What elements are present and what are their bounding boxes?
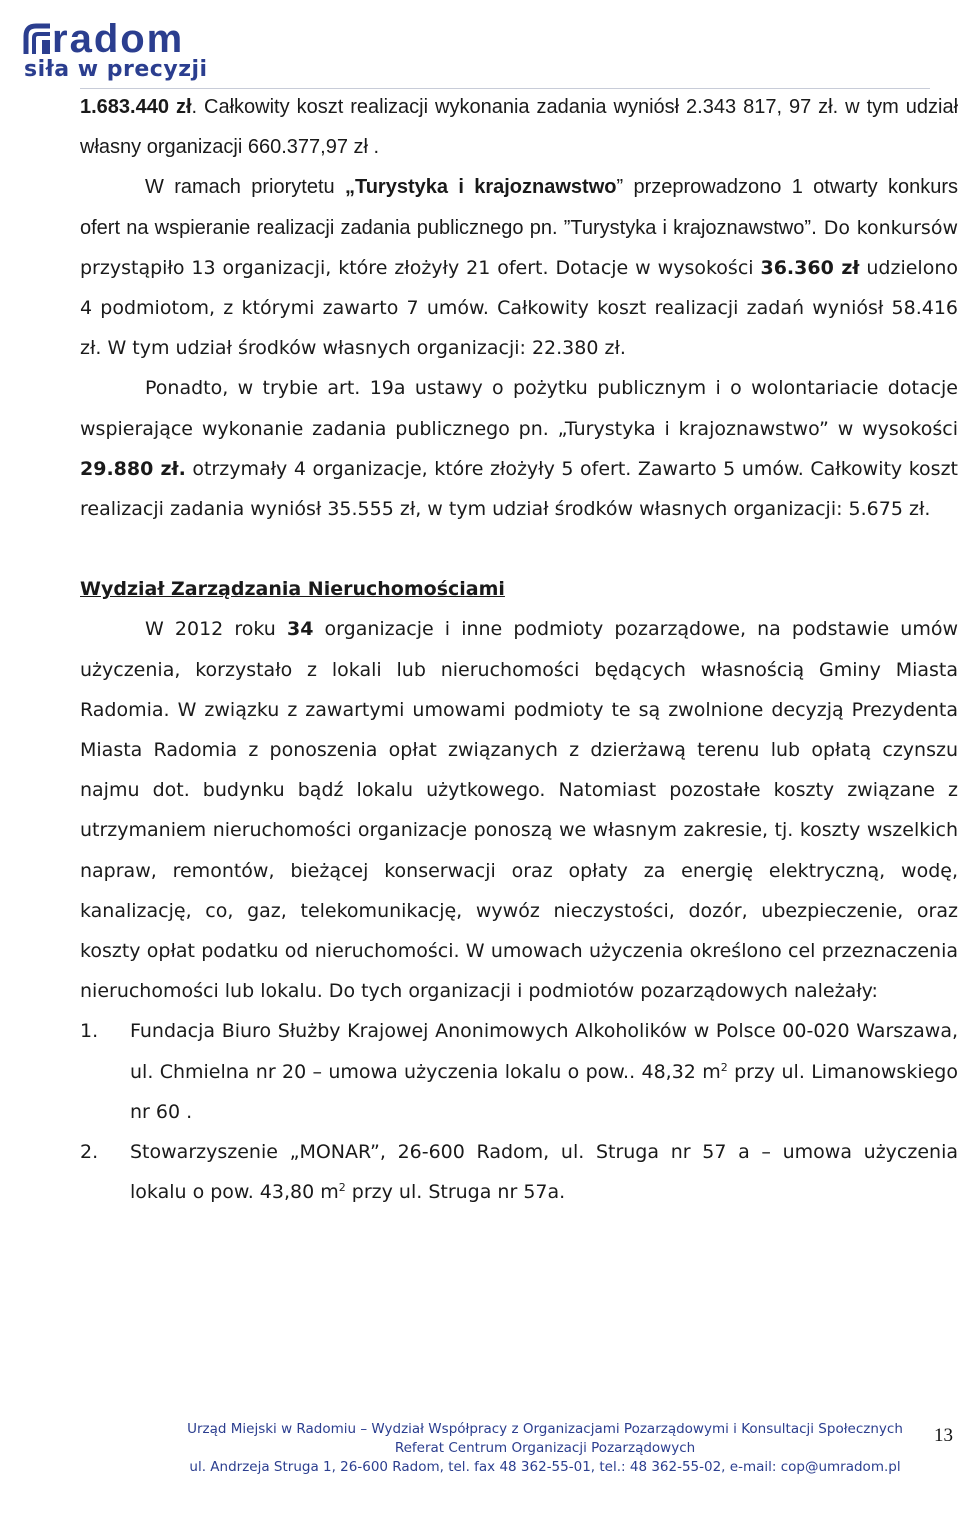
- text-span: udzielono 4 podmiotom, z którymi zawarto 7 umów. Całkowity koszt realizacji zadań wyniósł 58.416 zł. W tym udział środków własnych organizacji: 22.380 zł.: [80, 256, 958, 360]
- organization-count: 34: [286, 618, 314, 641]
- priority-name: „Turystyka i krajoznawstwo: [344, 176, 617, 199]
- list-text: [130, 1132, 958, 1212]
- list-item: [80, 1132, 958, 1212]
- list-number: 2.: [80, 1141, 99, 1164]
- document-body: [80, 87, 958, 1212]
- amount-dotacje: 36.360 zł: [760, 256, 860, 279]
- amount-total: 1.683.440 zł: [80, 96, 192, 118]
- superscript: 2: [720, 1060, 728, 1074]
- paragraph-turystyka-konkurs: [80, 167, 958, 368]
- footer-line-contact: ul. Andrzeja Struga 1, 26-600 Radom, tel. fax 48 362-55-01, tel.: 48 362-55-02, e-mail: cop@umradom.pl: [189, 1459, 901, 1475]
- section-heading: Wydział Zarządzania Nieruchomościami: [80, 578, 505, 601]
- list-number: 1.: [80, 1020, 99, 1043]
- text-span: Ponadto, w trybie art. 19a ustawy o pożytku publicznym i o wolontariacie dotacje wspierające wykonanie zadania publicznego pn. „Turystyka i krajoznawstwo” w wysokości: [80, 377, 958, 440]
- paragraph-turystyka-cost: [80, 87, 958, 167]
- text-span: ” przeprowadzono 1 otwarty konkurs ofert na wspieranie realizacji zadania publicznego pn. ”Turystyka i krajoznawstwo”: [80, 176, 959, 239]
- text-span: Stowarzyszenie „MONAR”, 26-600 Radom, ul. Struga nr 57 a – umowa użyczenia lokalu o pow. 43,80 m: [130, 1141, 958, 1204]
- text-span: otrzymały 4 organizacje, które złożyły 5 ofert. Zawarto 5 umów. Całkowity koszt realizacji zadania wyniósł 35.555 zł, w tym udział środków własnych organizacji: 5.675 zł.: [80, 457, 959, 521]
- paragraph-nieruchomosci: [80, 609, 958, 1011]
- text-span: przy ul. Limanowskiego nr 60 .: [130, 1060, 958, 1123]
- text-span: przy ul. Struga nr 57a.: [345, 1181, 566, 1204]
- text-span: . Do konkursów przystąpiło 13 organizacji, które złożyły 21 ofert. Dotacje w wysokości: [80, 216, 958, 279]
- text-span: W ramach priorytetu: [145, 176, 345, 199]
- logo-mark-icon: [22, 18, 52, 58]
- text-span: organizacje i inne podmioty pozarządowe, na podstawie umów użyczenia, korzystało z lokali lub nieruchomości będących własnością Gminy Miasta Radomia. W związku z zawartymi umowami podmioty te są zwolnione decyzją Prezydenta Miasta Radomia z ponoszenia opłat związanych z dzierżawą terenu lub opłatą czynszu najmu dot. budynku bądź lokalu użytkowego. Natomiast pozostałe koszty związane z utrzymaniem nieruchomości organizacje ponoszą we własnym zakresie, tj. koszty wszelkich napraw, remontów, bieżącej konserwacji oraz opłaty za energię elektryczną, wodę, kanalizację, co, gaz, telekomunikację, wywóz nieczystości, dozór, ubezpieczenie, oraz koszty opłat podatku od nieruchomości. W umowach użyczenia określono cel przeznaczenia nieruchomości lub lokalu. Do tych organizacji i podmiotów pozarządowych należały:: [80, 618, 958, 1003]
- list-text: [130, 1011, 958, 1132]
- superscript: 2: [338, 1181, 346, 1195]
- footer-line-department: Referat Centrum Organizacji Pozarządowych: [394, 1440, 696, 1456]
- radom-logo: [22, 14, 212, 84]
- spacer: [80, 529, 958, 569]
- text-span: . Całkowity koszt realizacji wykonania zadania wyniósł 2.343 817, 97 zł. w tym udział własny organizacji 660.377,97 zł .: [80, 96, 959, 159]
- text-span: W 2012 roku: [145, 618, 287, 641]
- amount-19a: 29.880 zł.: [80, 457, 186, 480]
- page-footer: [150, 1420, 940, 1477]
- footer-line-office: Urząd Miejski w Radomiu – Wydział Współpracy z Organizacjami Pozarządowymi i Konsultacji Społecznych: [187, 1421, 903, 1437]
- text-span: Fundacja Biuro Służby Krajowej Anonimowych Alkoholików w Polsce 00-020 Warszawa, ul. Chmielna nr 20 – umowa użyczenia lokalu o pow.. 48,32 m: [130, 1020, 958, 1083]
- logo-wordmark: radom: [52, 17, 185, 61]
- paragraph-turystyka-19a: [80, 368, 958, 529]
- list-item: [80, 1011, 958, 1132]
- page-number: 13: [934, 1425, 953, 1446]
- logo-tagline: siła w precyzji: [24, 57, 208, 82]
